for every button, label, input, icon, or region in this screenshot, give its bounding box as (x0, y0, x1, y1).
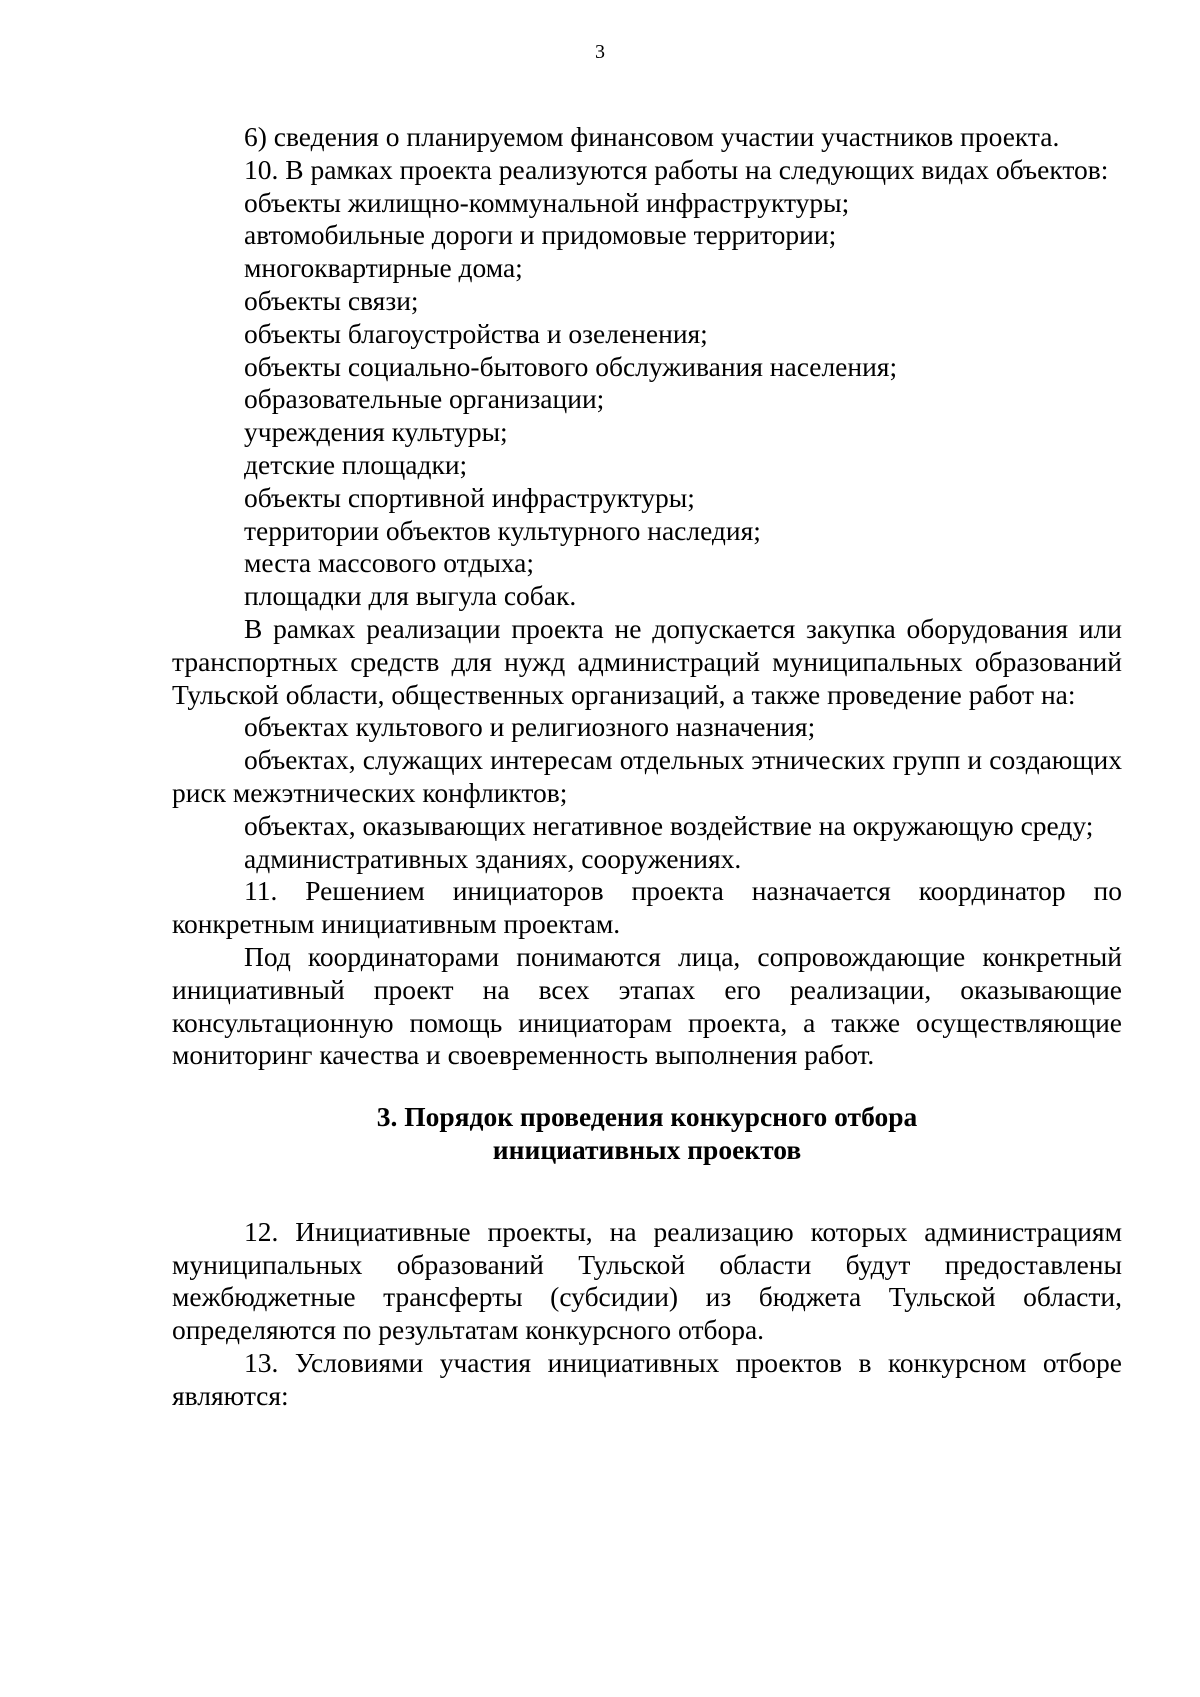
paragraph-restriction-environment: объектах, оказывающих негативное воздействие на окружающую среду; (244, 809, 1094, 841)
paragraph-item-6: 6) сведения о планируемом финансовом участии участников проекта. (244, 121, 1060, 152)
list-item: площадки для выгула собак. (244, 580, 577, 612)
list-item: многоквартирные дома; (244, 252, 523, 284)
section-heading (172, 1101, 1122, 1167)
list-item: объекты связи; (244, 284, 419, 316)
list-item: автомобильные дороги и придомовые территории; (244, 219, 837, 251)
paragraph-restriction-admin: административных зданиях, сооружениях. (244, 842, 742, 874)
paragraph-restriction-ethnic: объектах, служащих интересам отдельных этнических групп и создающих риск межэтнических конфликтов; (172, 744, 1122, 808)
paragraph-item-13: 13. Условиями участия инициативных проектов в конкурсном отборе являются: (172, 1346, 1122, 1411)
objects-list (172, 187, 1122, 613)
section-heading-line-1: 3. Порядок проведения конкурсного отбора (376, 1101, 918, 1133)
paragraph-item-12: 12. Инициативные проекты, на реализацию которых администрациям муниципальных образований Тульской области будут предоставлены межбюджетные трансферты (субсидии) из бюджета Тульской области, определяются по результатам конкурсного отбора. (172, 1215, 1122, 1346)
list-item: объекты социально-бытового обслуживания населения; (244, 350, 898, 382)
list-item: территории объектов культурного наследия; (244, 514, 761, 546)
list-item: образовательные организации; (244, 383, 605, 415)
list-item: объекты жилищно-коммунальной инфраструктуры; (244, 186, 850, 218)
paragraph-item-10: 10. В рамках проекта реализуются работы на следующих видах объектов: (244, 153, 1109, 185)
list-item: детские площадки; (244, 448, 468, 480)
list-item: объекты благоустройства и озеленения; (244, 317, 708, 349)
paragraph-item-11: 11. Решением инициаторов проекта назначается координатор по конкретным инициативным проектам. (172, 875, 1122, 940)
list-item: объекты спортивной инфраструктуры; (244, 481, 695, 513)
page-number: 3 (595, 41, 605, 63)
section-heading-line-2: инициативных проектов (492, 1133, 802, 1165)
list-item: места массового отдыха; (244, 547, 535, 579)
paragraph-restrictions: В рамках реализации проекта не допускается закупка оборудования или транспортных средств для нужд администраций муниципальных образований Тульской области, общественных организаций, а также проведение работ на: (172, 612, 1122, 710)
paragraph-coordinators: Под координаторами понимаются лица, сопровождающие конкретный инициативный проект на всех этапах его реализации, оказывающие консультационную помощь инициаторам проекта, а также осуществляющие мониторинг качества и своевременность выполнения работ. (172, 940, 1122, 1071)
list-item: учреждения культуры; (244, 416, 508, 448)
document-body (172, 121, 1122, 1412)
paragraph-restriction-religious: объектах культового и религиозного назначения; (244, 711, 816, 743)
